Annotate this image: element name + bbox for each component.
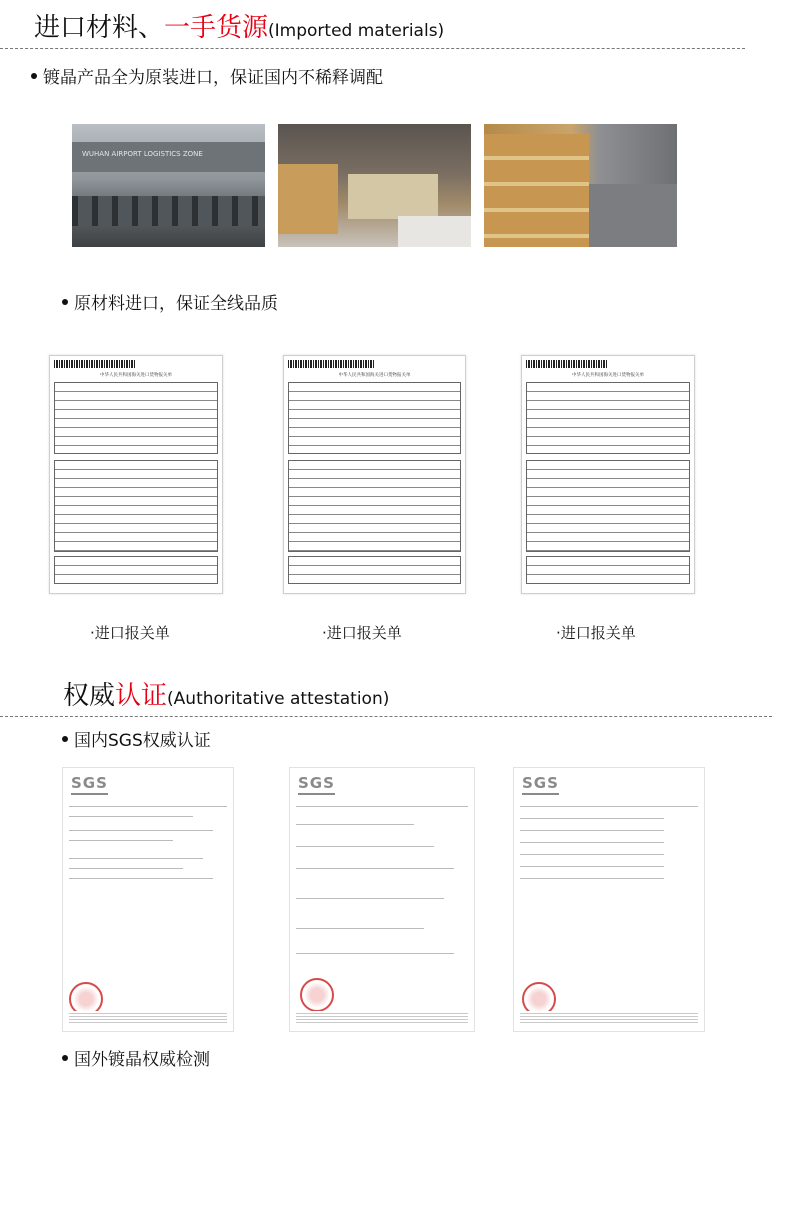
airport-sign: WUHAN AIRPORT LOGISTICS ZONE bbox=[82, 150, 203, 158]
text-line bbox=[69, 840, 173, 841]
text-line bbox=[69, 806, 227, 807]
customs-form-2 bbox=[283, 355, 466, 594]
bullet-dot-icon bbox=[31, 73, 37, 79]
sgs-logo: SGS bbox=[522, 774, 559, 795]
cargo-boxes bbox=[278, 164, 338, 234]
form-caption: ·进口报关单 bbox=[322, 624, 402, 642]
white-roll bbox=[398, 216, 471, 247]
bullet-item bbox=[62, 1049, 210, 1071]
text-line bbox=[520, 866, 664, 867]
title-english-part: (Authoritative attestation) bbox=[167, 689, 390, 709]
bullet-item bbox=[62, 730, 211, 752]
pallet-boxes bbox=[484, 134, 589, 247]
sgs-certificate-2 bbox=[289, 767, 475, 1032]
sgs-logo: SGS bbox=[298, 774, 335, 795]
title-red-part: 一手货源 bbox=[164, 13, 269, 43]
bullet-dot-icon bbox=[62, 1055, 68, 1061]
sgs-certificate-1 bbox=[62, 767, 234, 1032]
text-line bbox=[69, 868, 183, 869]
text-line bbox=[520, 854, 664, 855]
customs-form-1 bbox=[49, 355, 223, 594]
text-line bbox=[69, 830, 213, 831]
certificate-footer bbox=[296, 1011, 468, 1025]
form-title: 中华人民共和国海关进口货物报关单 bbox=[572, 373, 644, 378]
text-line bbox=[520, 818, 664, 819]
text-line bbox=[296, 846, 434, 847]
bullet-dot-icon bbox=[62, 736, 68, 742]
form-grid bbox=[288, 460, 461, 552]
form-grid bbox=[54, 460, 218, 552]
yard-ground bbox=[589, 184, 677, 247]
section-title-imported bbox=[34, 8, 444, 51]
text-line bbox=[69, 878, 213, 879]
photo-airport-logistics bbox=[72, 124, 265, 247]
bullet-text: 原材料进口，保证全线品质 bbox=[74, 294, 278, 314]
photo-cargo-yard bbox=[484, 124, 677, 247]
form-title: 中华人民共和国海关进口货物报关单 bbox=[100, 373, 172, 378]
title-red-part: 认证 bbox=[115, 681, 168, 711]
seal-icon bbox=[300, 978, 334, 1012]
form-grid bbox=[288, 556, 461, 584]
text-line bbox=[69, 858, 203, 859]
sgs-logo: SGS bbox=[71, 774, 108, 795]
title-english-part: (Imported materials) bbox=[268, 21, 445, 41]
text-line bbox=[296, 824, 414, 825]
text-line bbox=[520, 830, 664, 831]
section-title-attestation bbox=[63, 676, 389, 719]
barcode bbox=[54, 360, 136, 368]
text-line bbox=[296, 868, 454, 869]
form-grid bbox=[288, 382, 461, 454]
cargo-stack bbox=[348, 174, 438, 219]
bullet-item bbox=[31, 67, 383, 89]
text-line bbox=[520, 842, 664, 843]
form-caption: ·进口报关单 bbox=[90, 624, 170, 642]
text-line bbox=[296, 953, 454, 954]
form-grid bbox=[526, 382, 690, 454]
bullet-item bbox=[62, 293, 278, 315]
gate-lanes bbox=[72, 196, 265, 226]
form-grid bbox=[526, 556, 690, 584]
barcode bbox=[526, 360, 608, 368]
text-line bbox=[296, 806, 468, 807]
title-black-part: 权威 bbox=[63, 681, 116, 711]
sgs-certificate-3 bbox=[513, 767, 705, 1032]
customs-form-3 bbox=[521, 355, 695, 594]
section-divider bbox=[0, 716, 772, 717]
text-line bbox=[296, 928, 424, 929]
bullet-text: 国内SGS权威认证 bbox=[74, 731, 211, 751]
form-grid bbox=[54, 382, 218, 454]
title-black-part: 进口材料、 bbox=[34, 13, 165, 43]
form-title: 中华人民共和国海关进口货物报关单 bbox=[338, 373, 411, 378]
bullet-dot-icon bbox=[62, 299, 68, 305]
text-line bbox=[296, 898, 444, 899]
text-line bbox=[520, 806, 698, 807]
bullet-text: 镀晶产品全为原装进口，保证国内不稀释调配 bbox=[43, 68, 383, 88]
photo-warehouse-goods bbox=[278, 124, 471, 247]
form-grid bbox=[526, 460, 690, 552]
bullet-text: 国外镀晶权威检测 bbox=[74, 1050, 210, 1070]
text-line bbox=[69, 816, 193, 817]
certificate-footer bbox=[69, 1011, 227, 1025]
section-divider bbox=[0, 48, 745, 49]
certificate-footer bbox=[520, 1011, 698, 1025]
barcode bbox=[288, 360, 375, 368]
form-grid bbox=[54, 556, 218, 584]
form-caption: ·进口报关单 bbox=[556, 624, 636, 642]
text-line bbox=[520, 878, 664, 879]
